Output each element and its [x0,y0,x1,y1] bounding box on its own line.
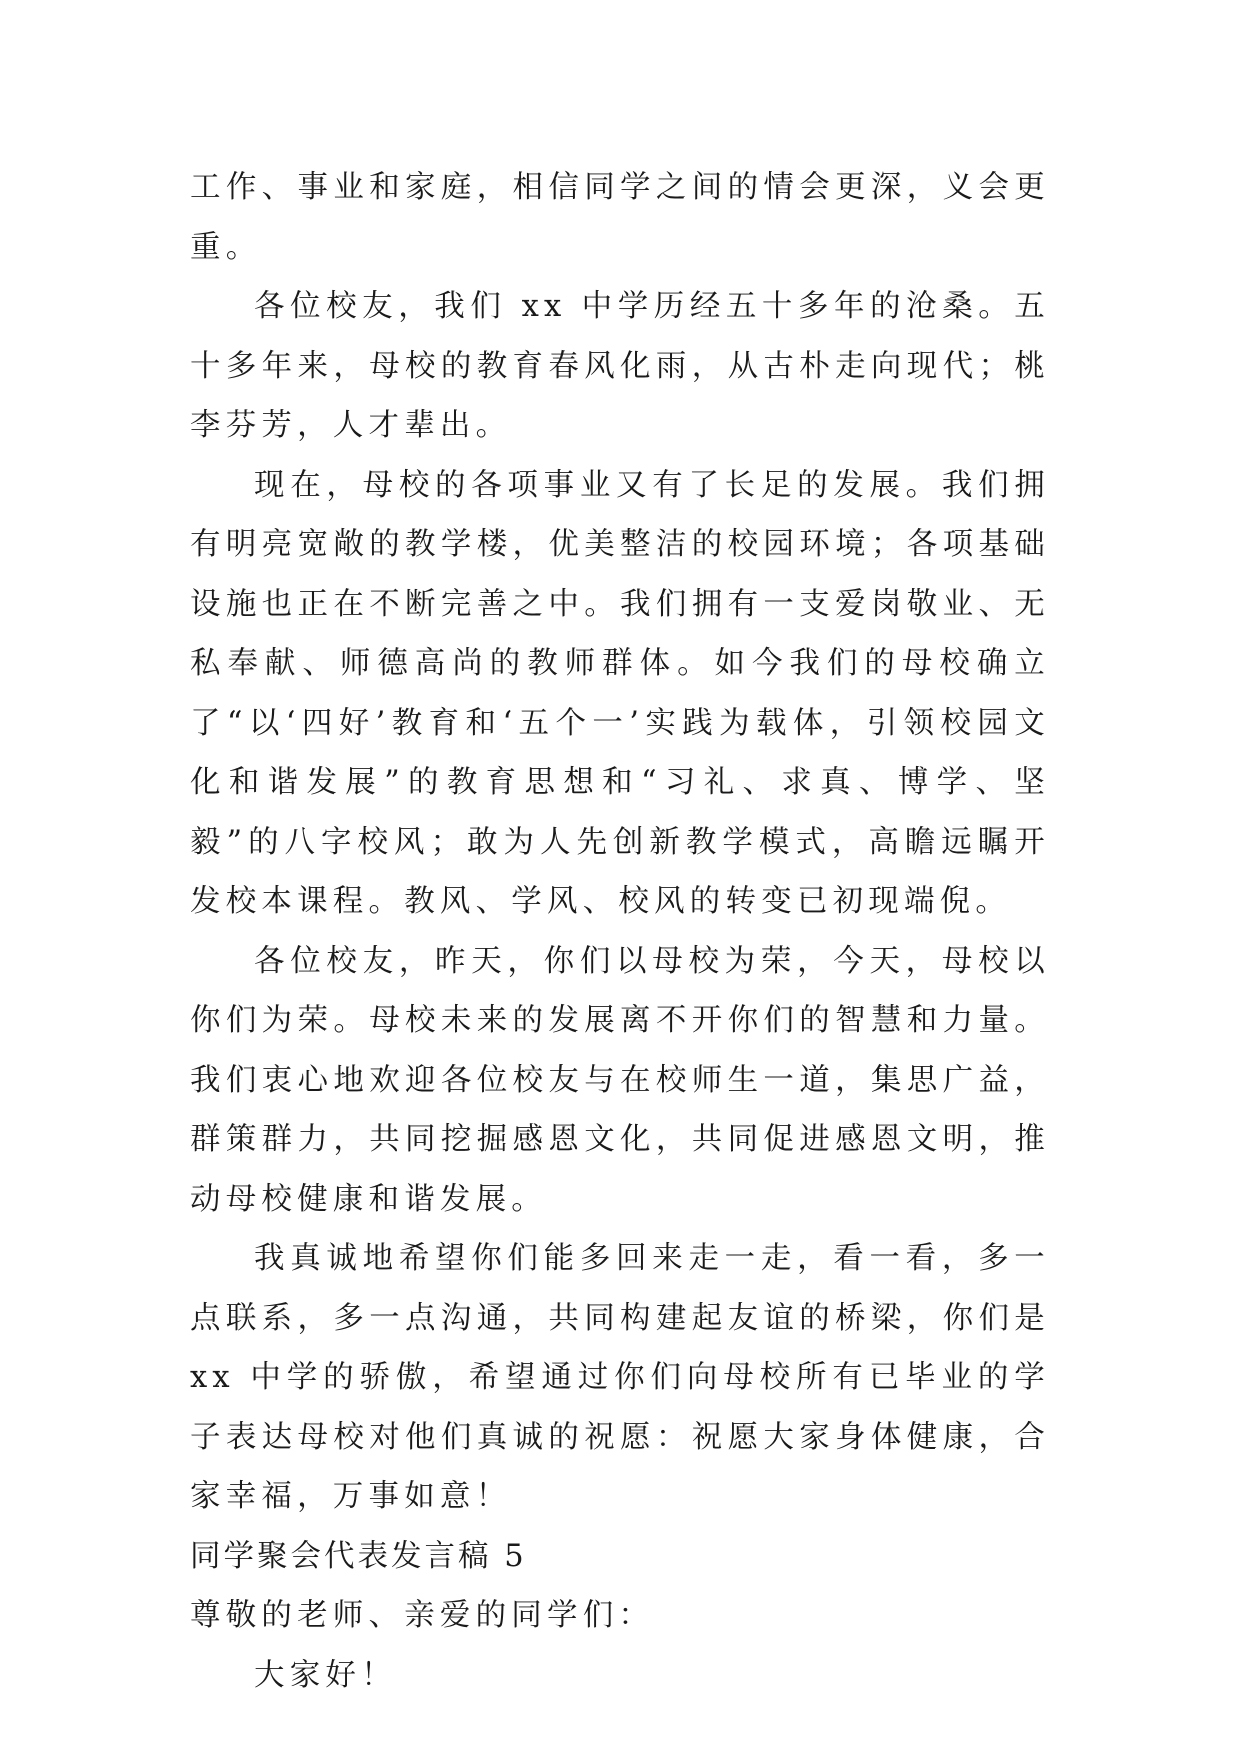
paragraph-closing-wishes: 我真诚地希望你们能多回来走一走，看一看，多一点联系，多一点沟通，共同构建起友谊的桥梁，你们是 xx 中学的骄傲，希望通过你们向母校所有已毕业的学子表达母校对他们真诚的祝愿：祝愿大家身体健康，合家幸福，万事如意！ [190,1241,1050,1514]
greeting: 大家好！ [254,1657,397,1693]
paragraph-continuation: 工作、事业和家庭，相信同学之间的情会更深，义会更重。 [190,170,1050,265]
paragraph-school-development: 现在，母校的各项事业又有了长足的发展。我们拥有明亮宽敞的教学楼，优美整洁的校园环境；各项基础设施也正在不断完善之中。我们拥有一支爱岗敬业、无私奉献、师德高尚的教师群体。如今我们的母校确立了“以‘四好’教育和‘五个一’实践为载体，引领校园文化和谐发展”的教育思想和“习礼、求真、博学、坚毅”的八字校风；敢为人先创新教学模式，高瞻远瞩开发校本课程。教风、学风、校风的转变已初现端倪。 [190,467,1050,919]
section-title: 同学聚会代表发言稿 5 [190,1538,527,1574]
salutation: 尊敬的老师、亲爱的同学们： [190,1598,655,1633]
document-body [190,158,1050,1705]
paragraph-school-history: 各位校友，我们 xx 中学历经五十多年的沧桑。五十多年来，母校的教育春风化雨，从古朴走向现代；桃李芬芳，人才辈出。 [190,289,1050,443]
paragraph-alumni-welcome: 各位校友，昨天，你们以母校为荣，今天，母校以你们为荣。母校未来的发展离不开你们的智慧和力量。我们衷心地欢迎各位校友与在校师生一道，集思广益，群策群力，共同挖掘感恩文化，共同促进感恩文明，推动母校健康和谐发展。 [190,943,1050,1217]
